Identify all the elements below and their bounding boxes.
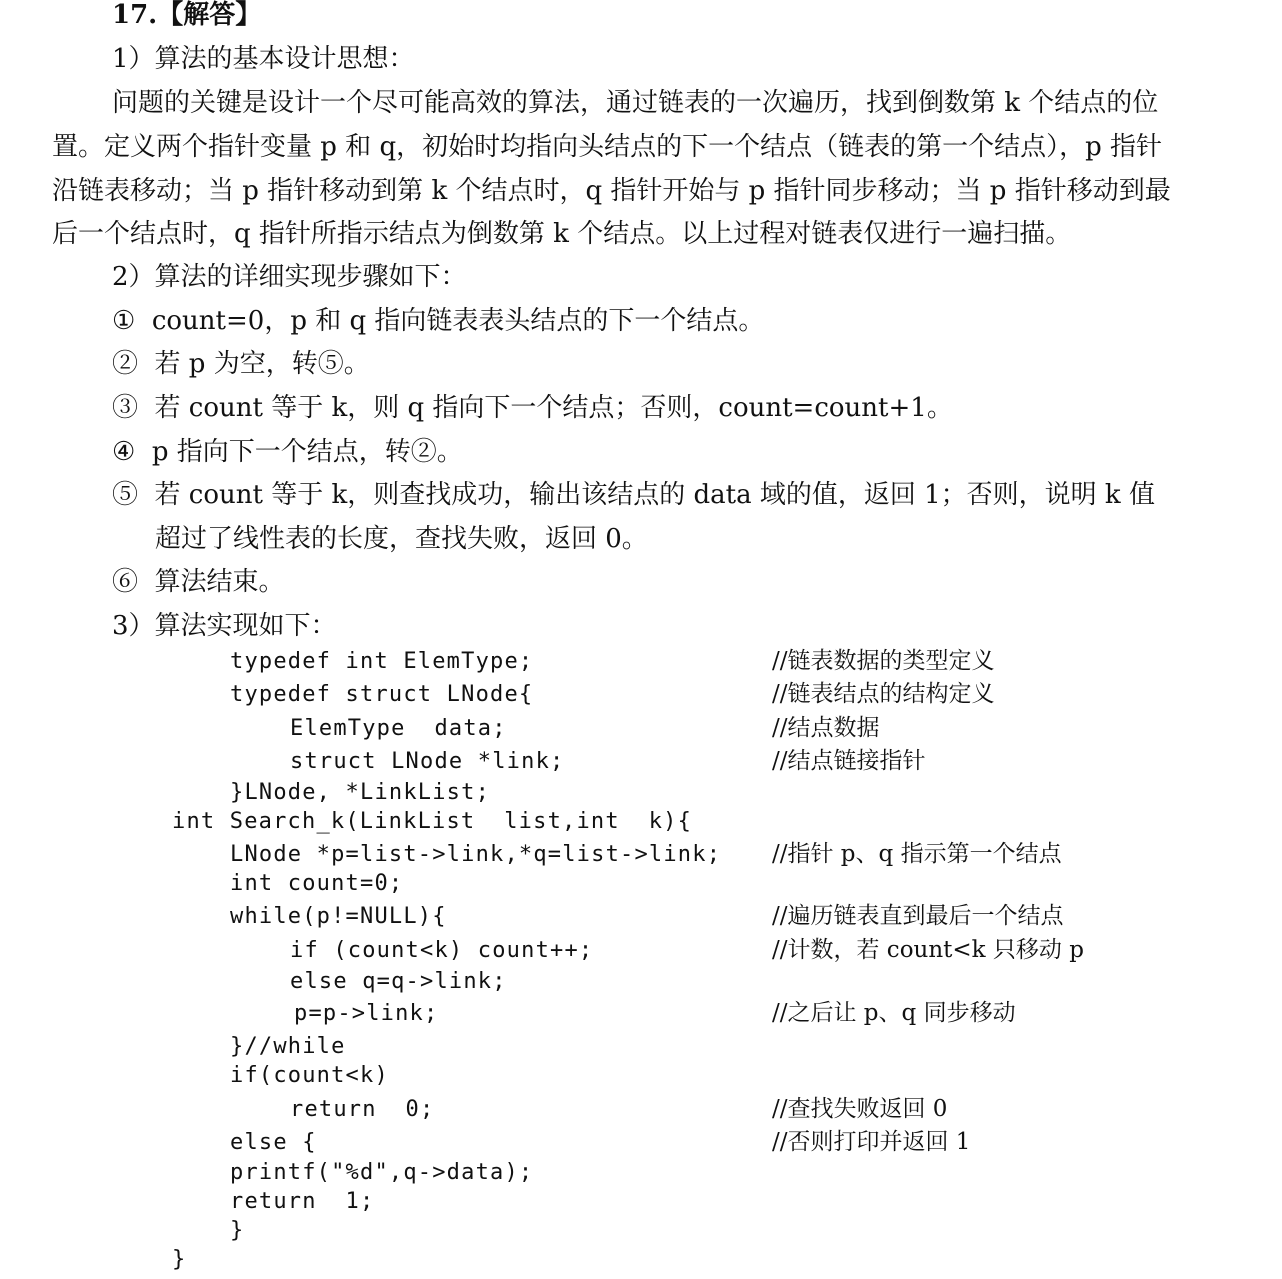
code-comment: //指针 p、q 指示第一个结点 <box>772 841 1062 867</box>
code-comment: //查找失败返回 0 <box>772 1096 948 1122</box>
code-line: typedef struct LNode{ <box>230 682 534 707</box>
code-comment: //之后让 p、q 同步移动 <box>772 1000 1016 1026</box>
code-line: } <box>230 1218 245 1243</box>
code-line: }LNode, *LinkList; <box>230 780 491 805</box>
step-5-continued: 超过了线性表的长度，查找失败，返回 0。 <box>155 524 648 554</box>
step-2: ② 若 p 为空，转⑤。 <box>112 349 370 379</box>
code-line: }//while <box>230 1034 346 1059</box>
code-line: while(p!=NULL){ <box>230 904 447 929</box>
section-1-line: 置。定义两个指针变量 p 和 q，初始时均指向头结点的下一个结点（链表的第一个结点），p 指针 <box>52 132 1162 162</box>
code-line: else { <box>230 1130 317 1155</box>
code-comment: //遍历链表直到最后一个结点 <box>772 903 1064 929</box>
section-3-heading: 3）算法实现如下： <box>112 611 337 641</box>
section-1-line: 沿链表移动；当 p 指针移动到第 k 个结点时，q 指针开始与 p 指针同步移动；当 p 指针移动到最 <box>52 176 1171 206</box>
code-line: LNode *p=list->link,*q=list->link; <box>230 842 722 867</box>
code-line: printf("%d",q->data); <box>230 1160 534 1185</box>
step-1: ① count=0，p 和 q 指向链表表头结点的下一个结点。 <box>112 306 765 336</box>
code-line: return 0; <box>290 1097 435 1122</box>
code-line: return 1; <box>230 1189 375 1214</box>
code-comment: //链表结点的结构定义 <box>772 681 995 707</box>
code-line: else q=q->link; <box>290 969 507 994</box>
code-line: ElemType data; <box>290 716 507 741</box>
section-1-line: 问题的关键是设计一个尽可能高效的算法，通过链表的一次遍历，找到倒数第 k 个结点的位 <box>112 88 1159 118</box>
code-comment: //结点数据 <box>772 715 880 741</box>
section-1-line: 后一个结点时，q 指针所指示结点为倒数第 k 个结点。以上过程对链表仅进行一遍扫描。 <box>52 219 1072 249</box>
code-line: int Search_k(LinkList list,int k){ <box>172 809 693 834</box>
code-comment: //计数，若 count<k 只移动 p <box>772 937 1084 963</box>
code-line: } <box>172 1247 187 1272</box>
code-comment: //链表数据的类型定义 <box>772 648 995 674</box>
step-6: ⑥ 算法结束。 <box>112 567 285 597</box>
code-line: p=p->link; <box>294 1001 439 1026</box>
code-line: struct LNode *link; <box>290 749 565 774</box>
code-line: if (count<k) count++; <box>290 938 594 963</box>
code-line: typedef int ElemType; <box>230 649 534 674</box>
code-comment: //结点链接指针 <box>772 748 926 774</box>
code-comment: //否则打印并返回 1 <box>772 1129 971 1155</box>
step-3: ③ 若 count 等于 k，则 q 指向下一个结点；否则，count=count+1。 <box>112 393 953 423</box>
answer-heading: 17.【解答】 <box>112 0 262 30</box>
step-5: ⑤ 若 count 等于 k，则查找成功，输出该结点的 data 域的值，返回 1；否则，说明 k 值 <box>112 480 1155 510</box>
code-line: int count=0; <box>230 871 404 896</box>
step-4: ④ p 指向下一个结点，转②。 <box>112 437 463 467</box>
code-line: if(count<k) <box>230 1063 389 1088</box>
section-1-heading: 1）算法的基本设计思想： <box>112 44 415 74</box>
section-2-heading: 2）算法的详细实现步骤如下： <box>112 262 467 292</box>
